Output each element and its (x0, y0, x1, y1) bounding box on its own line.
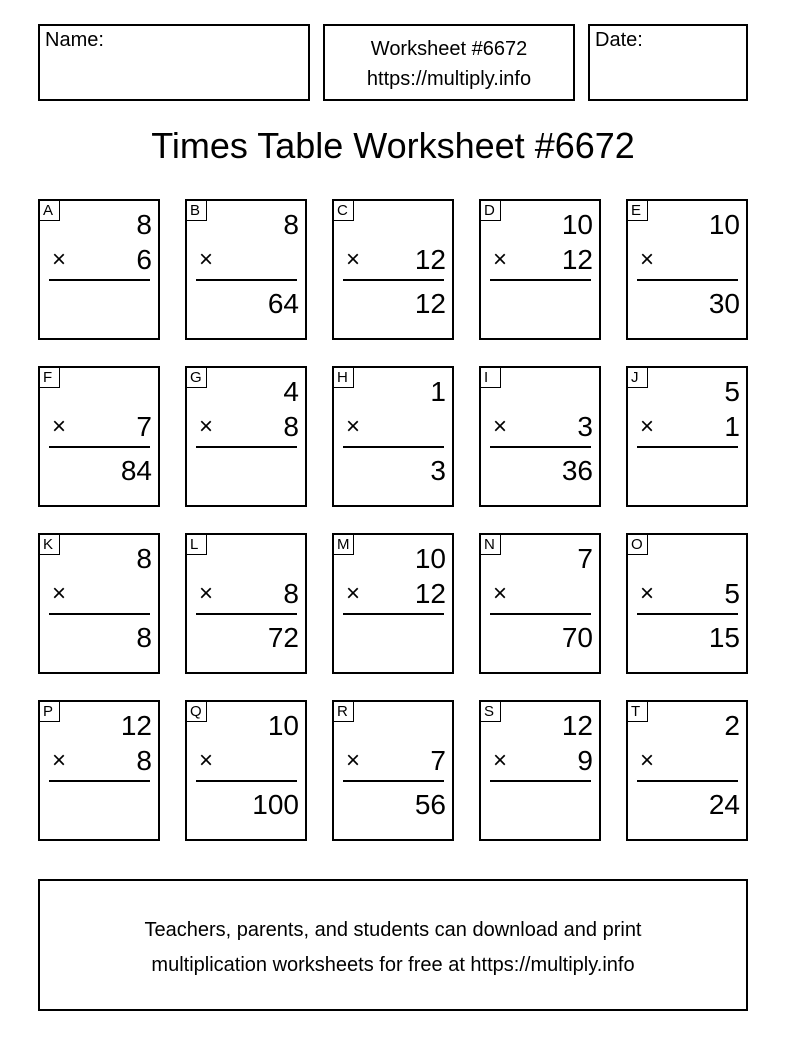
problem-multiplier: 9 (577, 745, 593, 776)
problem-multiplier: 8 (283, 411, 299, 442)
problem-multiplicand: 8 (283, 209, 299, 240)
problem-product: 70 (561, 622, 593, 653)
problem-cell[interactable] (38, 700, 160, 841)
answer-line (343, 613, 444, 615)
footer-note (38, 879, 748, 1011)
problem-cell[interactable] (332, 366, 454, 507)
problem-letter: D (481, 201, 501, 221)
problem-cell[interactable] (38, 199, 160, 340)
worksheet-info-box (323, 24, 575, 101)
problem-letter: F (40, 368, 60, 388)
times-sign: × (346, 747, 361, 774)
problem-cell[interactable] (479, 700, 601, 841)
answer-line (196, 446, 297, 448)
problem-product: 3 (430, 455, 446, 486)
times-sign: × (493, 413, 508, 440)
date-field-box[interactable] (588, 24, 748, 101)
problem-multiplicand: 5 (724, 376, 740, 407)
problem-multiplier: 1 (724, 411, 740, 442)
problem-letter: P (40, 702, 60, 722)
times-sign: × (52, 246, 67, 273)
worksheet-url: https://multiply.info (366, 68, 532, 90)
problem-letter: A (40, 201, 60, 221)
problem-multiplicand: 4 (283, 376, 299, 407)
times-sign: × (199, 580, 214, 607)
footer-line-2: multiplication worksheets for free at https://multiply.info (151, 954, 635, 976)
problem-product: 15 (708, 622, 740, 653)
name-field-box[interactable] (38, 24, 310, 101)
times-sign: × (346, 246, 361, 273)
answer-line (343, 780, 444, 782)
problem-multiplicand: 1 (430, 376, 446, 407)
problem-cell[interactable] (626, 199, 748, 340)
answer-line (343, 446, 444, 448)
times-sign: × (346, 580, 361, 607)
problem-product: 24 (708, 789, 740, 820)
problem-letter: J (628, 368, 648, 388)
problem-letter: O (628, 535, 648, 555)
problem-multiplier: 3 (577, 411, 593, 442)
problem-cell[interactable] (479, 366, 601, 507)
times-sign: × (640, 413, 655, 440)
problem-multiplier: 12 (414, 578, 446, 609)
problem-multiplicand: 12 (120, 710, 152, 741)
problem-cell[interactable] (185, 700, 307, 841)
problem-letter: B (187, 201, 207, 221)
problem-cell[interactable] (479, 533, 601, 674)
problem-letter: G (187, 368, 207, 388)
problem-cell[interactable] (626, 700, 748, 841)
times-sign: × (493, 580, 508, 607)
problem-letter: M (334, 535, 354, 555)
times-sign: × (199, 246, 214, 273)
problem-letter: R (334, 702, 354, 722)
times-sign: × (493, 747, 508, 774)
problem-product: 36 (561, 455, 593, 486)
problem-multiplier: 12 (561, 244, 593, 275)
answer-line (49, 446, 150, 448)
times-sign: × (346, 413, 361, 440)
answer-line (343, 279, 444, 281)
problem-multiplier: 8 (136, 745, 152, 776)
problem-multiplicand: 8 (136, 543, 152, 574)
worksheet-number: Worksheet #6672 (370, 38, 528, 60)
page-title: Times Table Worksheet #6672 (151, 125, 635, 166)
problem-product: 8 (136, 622, 152, 653)
problem-product: 100 (252, 789, 299, 820)
name-label: Name: (45, 29, 104, 51)
answer-line (196, 613, 297, 615)
problem-multiplicand: 8 (136, 209, 152, 240)
problem-multiplicand: 12 (561, 710, 593, 741)
times-sign: × (493, 246, 508, 273)
problem-cell[interactable] (38, 366, 160, 507)
problem-letter: C (334, 201, 354, 221)
problem-letter: T (628, 702, 648, 722)
problem-multiplier: 12 (414, 244, 446, 275)
answer-line (490, 446, 591, 448)
problem-letter: Q (187, 702, 207, 722)
answer-line (49, 780, 150, 782)
problem-multiplicand: 10 (561, 209, 593, 240)
problem-multiplier: 7 (430, 745, 446, 776)
times-sign: × (199, 747, 214, 774)
answer-line (637, 613, 738, 615)
problem-cell[interactable] (185, 199, 307, 340)
problem-product: 84 (120, 455, 152, 486)
answer-line (637, 780, 738, 782)
footer-line-1: Teachers, parents, and students can download and print (144, 919, 642, 941)
problem-product: 72 (267, 622, 299, 653)
answer-line (49, 279, 150, 281)
answer-line (637, 279, 738, 281)
problem-multiplicand: 10 (267, 710, 299, 741)
times-sign: × (52, 747, 67, 774)
times-sign: × (199, 413, 214, 440)
problem-letter: S (481, 702, 501, 722)
problem-multiplicand: 2 (724, 710, 740, 741)
problem-cell[interactable] (626, 366, 748, 507)
problem-cell[interactable] (185, 533, 307, 674)
problem-letter: E (628, 201, 648, 221)
times-sign: × (640, 246, 655, 273)
problem-multiplicand: 10 (708, 209, 740, 240)
answer-line (490, 780, 591, 782)
answer-line (637, 446, 738, 448)
problem-cell[interactable] (479, 199, 601, 340)
answer-line (196, 780, 297, 782)
problem-product: 30 (708, 288, 740, 319)
problem-product: 64 (267, 288, 299, 319)
times-sign: × (640, 747, 655, 774)
date-label: Date: (595, 29, 643, 51)
problem-cell[interactable] (185, 366, 307, 507)
problem-product: 56 (414, 789, 446, 820)
problem-product: 12 (414, 288, 446, 319)
times-sign: × (52, 580, 67, 607)
problem-multiplier: 7 (136, 411, 152, 442)
problem-cell[interactable] (38, 533, 160, 674)
problem-multiplier: 5 (724, 578, 740, 609)
problem-multiplicand: 7 (577, 543, 593, 574)
answer-line (490, 279, 591, 281)
answer-line (196, 279, 297, 281)
problem-multiplier: 8 (283, 578, 299, 609)
times-sign: × (640, 580, 655, 607)
problem-cell[interactable] (332, 700, 454, 841)
times-sign: × (52, 413, 67, 440)
problem-multiplicand: 10 (414, 543, 446, 574)
problem-multiplier: 6 (136, 244, 152, 275)
problem-cell[interactable] (332, 533, 454, 674)
problem-letter: L (187, 535, 207, 555)
answer-line (490, 613, 591, 615)
problem-letter: I (481, 368, 501, 388)
problem-cell[interactable] (626, 533, 748, 674)
problem-cell[interactable] (332, 199, 454, 340)
answer-line (49, 613, 150, 615)
problem-letter: K (40, 535, 60, 555)
problem-letter: H (334, 368, 354, 388)
problem-letter: N (481, 535, 501, 555)
